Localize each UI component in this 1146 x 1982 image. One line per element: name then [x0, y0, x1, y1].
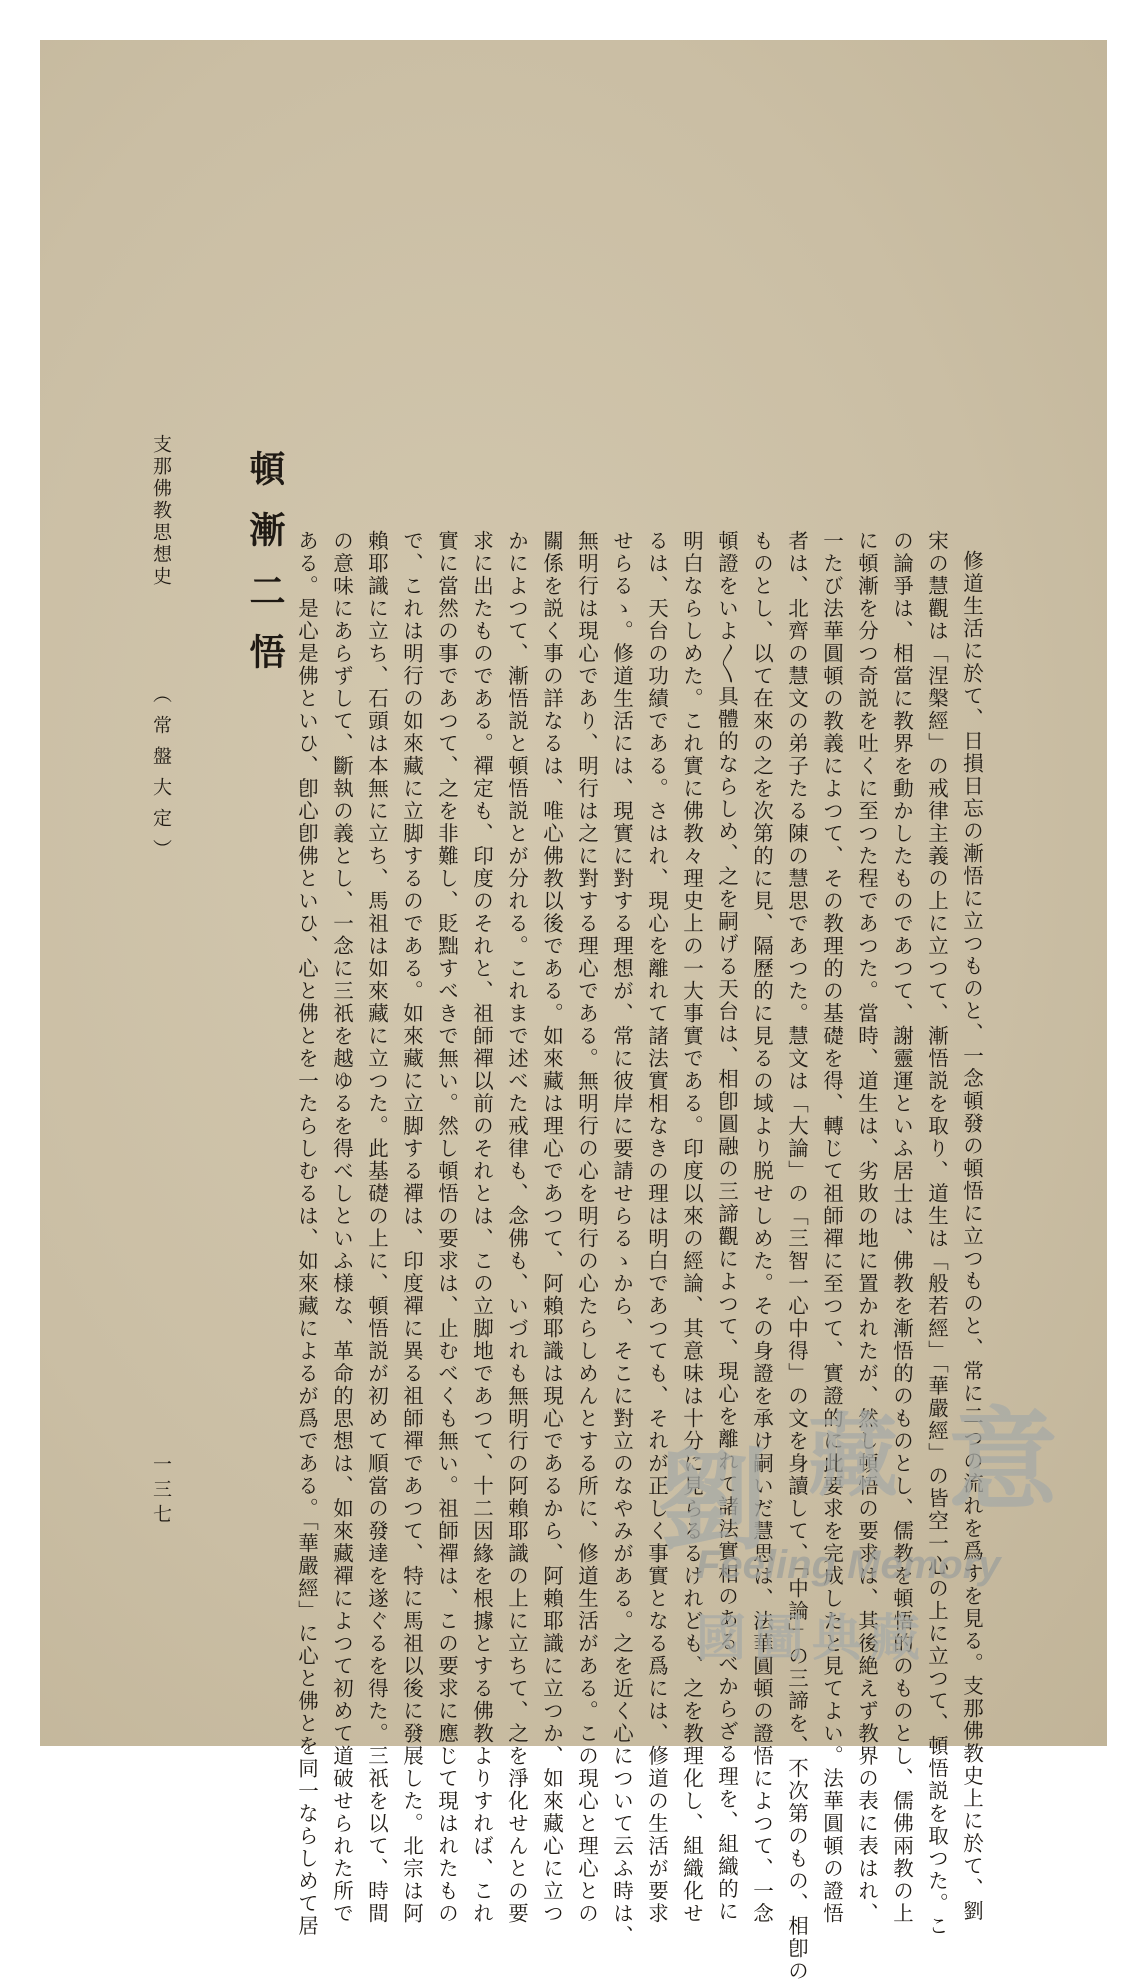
- watermark-char: 意: [948, 1396, 1058, 1525]
- body-column: ものとし、以て在來の之を次第的に見、隔歷的に見るの域より脱せしめた。その身證を承け嗣いだ慧思は、法華圓頓の證悟によつて、一念: [749, 530, 774, 1925]
- library-watermark-logo: [618, 1373, 1144, 1667]
- body-column: の論爭は、相當に教界を動かしたものであつて、謝靈運といふ居士は、佛教を漸悟的のものとし、儒教を頓悟的のものとし、儒佛兩教の上: [889, 530, 914, 1925]
- page-title: 頓漸二悟: [244, 450, 286, 694]
- watermark-english: Feeling Memory: [696, 1543, 1001, 1587]
- body-column: 關係を説く事の詳なるは、唯心佛教以後である。如來藏は理心であつて、阿賴耶識は現心であるから、阿賴耶識に立つか、如來藏心に立つ: [539, 530, 564, 1925]
- running-footer-author: （常盤大定）: [150, 684, 172, 870]
- watermark-char: 劉: [658, 1436, 768, 1565]
- body-column: 求に出たものである。禪定も、印度のそれと、祖師禪以前のそれとは、この立脚地であつて、十二因緣を根據とする佛教よりすれば、これ: [469, 530, 494, 1925]
- body-column: に頓漸を分つ奇説を吐くに至つた程であつた。當時、道生は、劣敗の地に置かれたが、然し頓悟の要求は、其後絶えず教界の表に表はれ、: [854, 530, 879, 1925]
- body-column: 宋の慧觀は「涅槃經」の戒律主義の上に立つて、漸悟説を取り、道生は「般若經」「華嚴經」の皆空一心の上に立つて、頓悟説を取つた。こ: [924, 530, 949, 1938]
- body-column: かによつて、漸悟説と頓悟説とが分れる。これまで述べた戒律も、念佛も、いづれも無明行の阿賴耶識の上に立ちて、之を淨化せんとの要: [504, 530, 529, 1925]
- body-column: 明白ならしめた。これ實に佛教々理史上の一大事實である。印度以來の經論、其意味は十分に見らるるけれども、之を教理化し、組織化せ: [679, 530, 704, 1925]
- body-column: 頓證をいよ〳〵具體的ならしめ、之を嗣げる天台は、相卽圓融の三諦觀によつて、現心を離れて諸法實相のあるべからざる理を、組織的に: [714, 530, 739, 1923]
- body-column: 無明行は現心であり、明行は之に對する理心である。無明行の心を明行の心たらしめんとする所に、修道生活がある。この現心と理心との: [574, 530, 599, 1925]
- body-column: せらるゝ。修道生活には、現實に對する理想が、常に彼岸に要請せらるゝから、そこに對立のなやみがある。之を近く心について云ふ時は、: [609, 530, 634, 1948]
- body-column: 實に當然の事であつて、之を非難し、貶黜すべきで無い。然し頓悟の要求は、止むべくも無い。祖師禪は、この要求に應じて現はれたもの: [434, 530, 459, 1925]
- scanned-page: [40, 40, 1107, 1982]
- body-column: 修道生活に於て、日損日忘の漸悟に立つものと、一念頓發の頓悟に立つものと、常に二つの流れを爲すを見る。支那佛教史上に於て、劉: [959, 550, 984, 1923]
- page-number: 一三七: [150, 1454, 172, 1529]
- watermark-char: 藏: [808, 1403, 898, 1509]
- body-column: 者は、北齊の慧文の弟子たる陳の慧思であつた。慧文は「大論」の「三智一心中得」の文を身讀して、「中論」の三諦を、不次第のもの、相卽の: [784, 530, 809, 1982]
- body-column: 一たび法華圓頓の教義によつて、その教理的の基礎を得、轉じて祖師禪に至つて、實證的に此要求を完成したと見てよい。法華圓頓の證悟: [819, 530, 844, 1925]
- running-footer-book-title: 支那佛教思想史: [150, 434, 172, 588]
- body-column: るは、天台の功績である。さはれ、現心を離れて諸法實相なきの理は明白であつても、それが正しく事實となる爲には、修道の生活が要求: [644, 530, 669, 1925]
- body-column: の意味にあらずして、斷執の義とし、一念に三祇を越ゆるを得べしといふ様な、革命的思想は、如來藏禪によつて初めて道破せられた所で: [329, 530, 354, 1925]
- body-column: 賴耶識に立ち、石頭は本無に立ち、馬祖は如來藏に立つた。此基礎の上に、頓悟説が初めて順當の發達を遂ぐるを得た。三祇を以て、時間: [364, 530, 389, 1925]
- body-column: ある。是心是佛といひ、卽心卽佛といひ、心と佛とを一たらしむるは、如來藏によるが爲である。「華嚴經」に心と佛とを同一ならしめて居: [294, 530, 319, 1938]
- watermark-subtitle: 國圖典藏: [696, 1609, 928, 1667]
- body-column: で、これは明行の如來藏に立脚するのである。如來藏に立脚する禪は、印度禪に異る祖師禪であつて、特に馬祖以後に發展した。北宗は阿: [399, 530, 424, 1925]
